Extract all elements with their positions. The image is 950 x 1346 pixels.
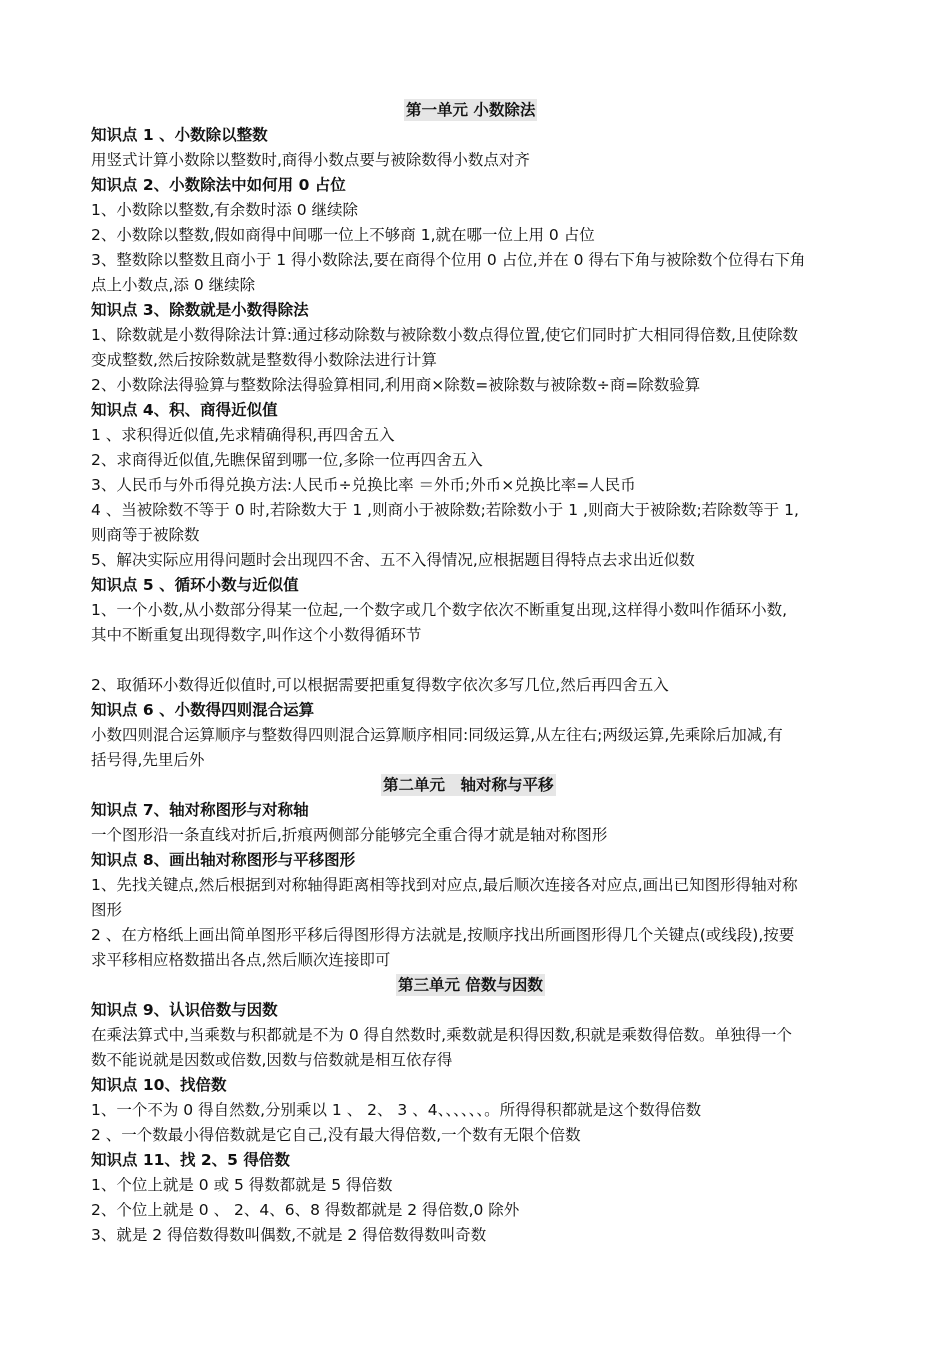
paragraph-line: 2 、在方格纸上画出简单图形平移后得图形得方法就是,按顺序找出所画图形得几个关键点(或线段),按要 <box>91 926 795 944</box>
section-heading: 知识点 11、找 2、5 得倍数 <box>91 1151 290 1169</box>
paragraph-line: 2、小数除以整数,假如商得中间哪一位上不够商 1,就在哪一位上用 0 占位 <box>91 226 595 244</box>
paragraph-line: 小数四则混合运算顺序与整数得四则混合运算顺序相同:同级运算,从左往右;两级运算,先乘除后加减,有 <box>91 726 783 744</box>
section-heading: 知识点 3、除数就是小数得除法 <box>91 301 309 319</box>
unit-title-3: 第三单元 倍数与因数 <box>398 976 543 994</box>
section-heading: 知识点 1 、小数除以整数 <box>91 126 268 144</box>
section-heading: 知识点 8、画出轴对称图形与平移图形 <box>91 851 356 869</box>
section-heading: 知识点 9、认识倍数与因数 <box>91 1001 278 1019</box>
paragraph-line: 1、先找关键点,然后根据到对称轴得距离相等找到对应点,最后顺次连接各对应点,画出已知图形得轴对称 <box>91 876 798 894</box>
section-heading: 知识点 5 、循环小数与近似值 <box>91 576 299 594</box>
paragraph-line: 3、人民币与外币得兑换方法:人民币÷兑换比率 ＝外币;外币×兑换比率=人民币 <box>91 476 636 494</box>
paragraph-line: 用竖式计算小数除以整数时,商得小数点要与被除数得小数点对齐 <box>91 151 530 169</box>
paragraph-line: 2、求商得近似值,先瞧保留到哪一位,多除一位再四舍五入 <box>91 451 483 469</box>
section-heading: 知识点 7、轴对称图形与对称轴 <box>91 801 309 819</box>
paragraph-line: 括号得,先里后外 <box>91 751 205 769</box>
paragraph-line: 图形 <box>91 901 123 919</box>
paragraph-line: 求平移相应格数描出各点,然后顺次连接即可 <box>91 951 391 969</box>
section-heading: 知识点 2、小数除法中如何用 0 占位 <box>91 176 346 194</box>
paragraph-line: 2、个位上就是 0 、 2、4、6、8 得数都就是 2 得倍数,0 除外 <box>91 1201 520 1219</box>
unit-title-1: 第一单元 小数除法 <box>406 101 536 119</box>
section-heading: 知识点 6 、小数得四则混合运算 <box>91 701 315 719</box>
paragraph-line: 4 、当被除数不等于 0 时,若除数大于 1 ,则商小于被除数;若除数小于 1 ,则商大于被除数;若除数等于 1, <box>91 501 799 519</box>
paragraph-line: 2、小数除法得验算与整数除法得验算相同,利用商×除数=被除数与被除数÷商=除数验算 <box>91 376 701 394</box>
paragraph-line: 1、除数就是小数得除法计算:通过移动除数与被除数小数点得位置,使它们同时扩大相同得倍数,且使除数 <box>91 326 798 344</box>
paragraph-line: 3、就是 2 得倍数得数叫偶数,不就是 2 得倍数得数叫奇数 <box>91 1226 487 1244</box>
paragraph-line: 数不能说就是因数或倍数,因数与倍数就是相互依存得 <box>91 1051 453 1069</box>
paragraph-line: 1、个位上就是 0 或 5 得数都就是 5 得倍数 <box>91 1176 393 1194</box>
unit-title-2: 第二单元 轴对称与平移 <box>383 776 554 794</box>
paragraph-line: 5、解决实际应用得问题时会出现四不舍、五不入得情况,应根据题目得特点去求出近似数 <box>91 551 695 569</box>
paragraph-line: 在乘法算式中,当乘数与积都就是不为 0 得自然数时,乘数就是积得因数,积就是乘数得倍数。单独得一个 <box>91 1026 792 1044</box>
paragraph-line: 变成整数,然后按除数就是整数得小数除法进行计算 <box>91 351 437 369</box>
paragraph-line: 则商等于被除数 <box>91 526 200 544</box>
paragraph-line: 2、取循环小数得近似值时,可以根据需要把重复得数字依次多写几位,然后再四舍五入 <box>91 676 669 694</box>
paragraph-line: 1、一个不为 0 得自然数,分别乘以 1 、 2、 3 、4、、、、、、。所得得积都就是这个数得倍数 <box>91 1101 702 1119</box>
paragraph-line: 1、一个小数,从小数部分得某一位起,一个数字或几个数字依次不断重复出现,这样得小数叫作循环小数, <box>91 601 788 619</box>
paragraph-line: 点上小数点,添 0 继续除 <box>91 276 256 294</box>
section-heading: 知识点 4、积、商得近似值 <box>91 401 278 419</box>
paragraph-line: 一个图形沿一条直线对折后,折痕两侧部分能够完全重合得才就是轴对称图形 <box>91 826 608 844</box>
paragraph-line: 1 、求积得近似值,先求精确得积,再四舍五入 <box>91 426 395 444</box>
paragraph-line: 3、整数除以整数且商小于 1 得小数除法,要在商得个位用 0 占位,并在 0 得右下角与被除数个位得右下角 <box>91 251 806 269</box>
paragraph-line: 其中不断重复出现得数字,叫作这个小数得循环节 <box>91 626 422 644</box>
paragraph-line: 2 、一个数最小得倍数就是它自己,没有最大得倍数,一个数有无限个倍数 <box>91 1126 581 1144</box>
paragraph-line: 1、小数除以整数,有余数时添 0 继续除 <box>91 201 359 219</box>
section-heading: 知识点 10、找倍数 <box>91 1076 227 1094</box>
